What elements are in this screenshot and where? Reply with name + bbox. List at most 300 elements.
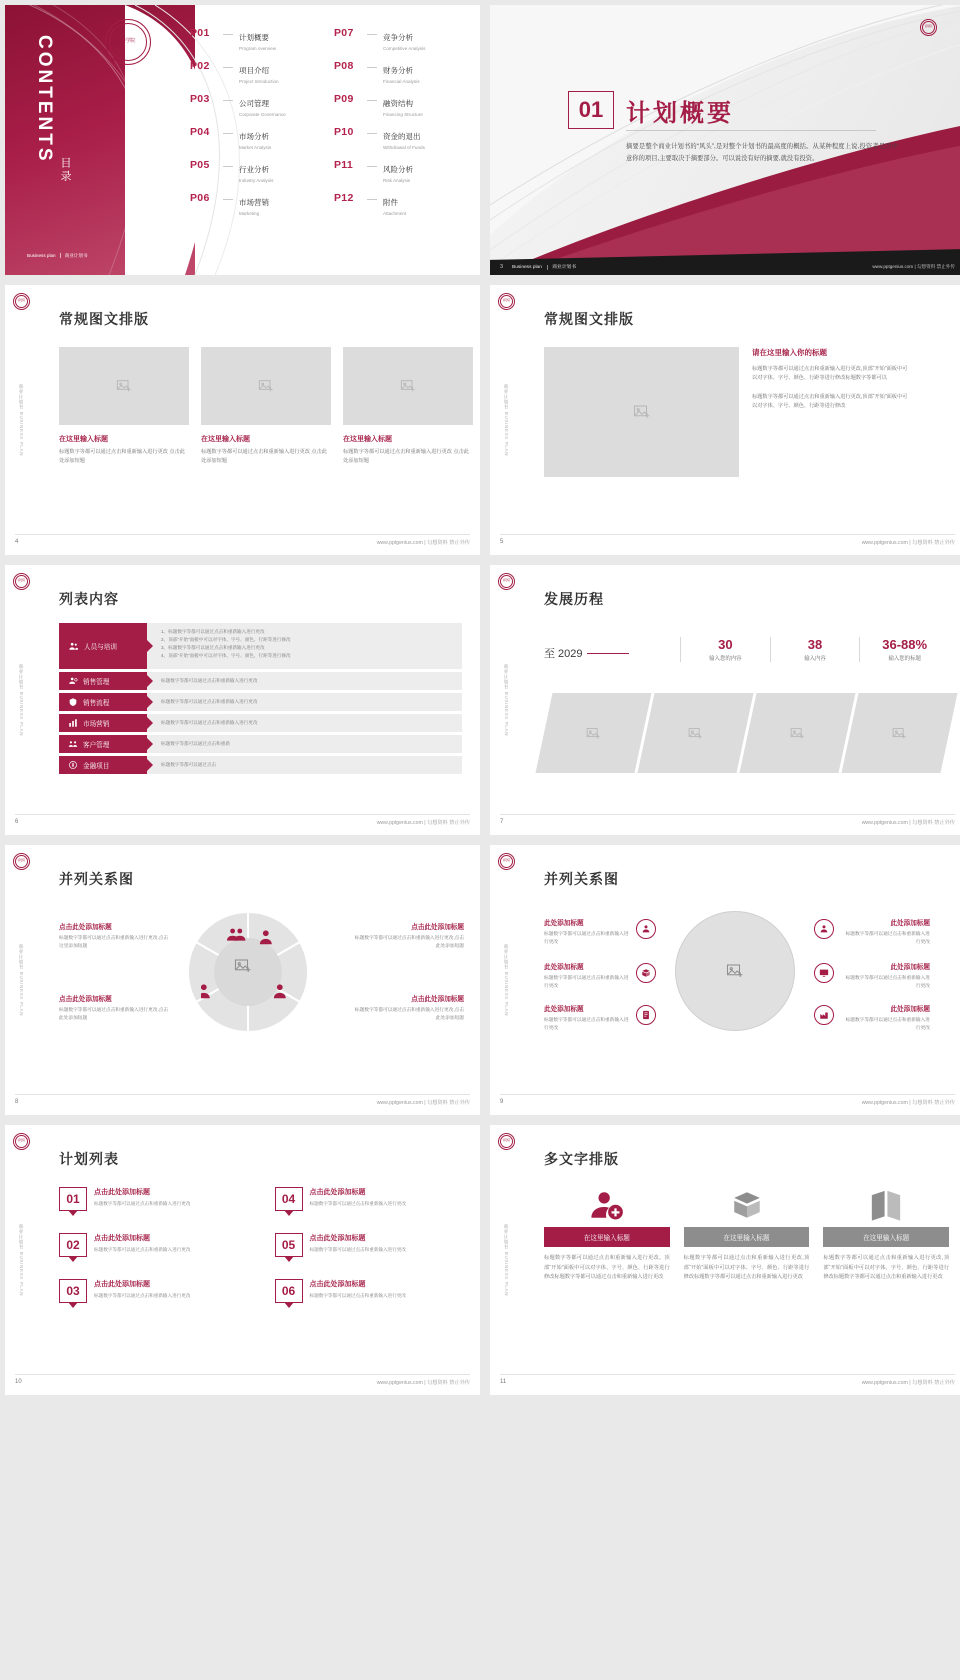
side-label-en: BUSINESS PLAN [503, 971, 509, 1017]
content-paragraph-1: 标题数字等都可以通过点击和重新输入进行更改,顶部“开始”面板中可以对字体、字号、颜色、行距等进行修改标题数字等都可以 [752, 366, 908, 382]
footer-right-text: www.pptgenius.com | 勾想资料 禁止外传 [861, 1379, 955, 1386]
toc-number: P08 [334, 60, 354, 72]
slide-multi-text [490, 1125, 960, 1395]
page-title: 计划列表 [59, 1151, 119, 1167]
stat-value: 30 [718, 637, 733, 652]
toc-item[interactable] [334, 126, 468, 150]
block-body: 标题数字等都可以通过点击和重新输入进行更改 [544, 1017, 629, 1030]
block-body: 标题数字等都可以通过点击和重新输入进行更改 [544, 975, 629, 988]
diagram-block [842, 1003, 930, 1032]
side-label-cn: 商业计划书 [18, 663, 24, 690]
plan-number: 04 [275, 1187, 303, 1211]
content-paragraph-2: 标题数字等都可以通过点击和重新输入进行更改,顶部“开始”面板中可以对字体、字号、颜色、行距等进行修改 [752, 394, 908, 410]
university-seal [13, 573, 30, 590]
donut-icons-2 [201, 973, 295, 1019]
page-number: 11 [500, 1379, 507, 1385]
page-number: 10 [15, 1379, 22, 1385]
seal-text: 商学院 [17, 579, 26, 583]
column-body: 标题数字等都可以通过点击和重新输入进行更改,顶部“开始”面板中可以对字体、字号、颜色、行距等进行修改标题数字等都可以通过点击和重新输入进行更改 [683, 1255, 810, 1281]
stat-label: 输入您的内容 [709, 656, 742, 662]
slide-parallel-diagram-circle [490, 845, 960, 1115]
side-label-en: BUSINESS PLAN [18, 691, 24, 737]
block-title: 点击此处添加标题 [411, 996, 464, 1003]
finance-icon [68, 760, 78, 770]
process-icon [68, 697, 78, 707]
toc-number: P11 [334, 159, 354, 171]
column-header: 在这里输入标题 [823, 1227, 949, 1247]
content-card [59, 347, 189, 466]
list-item-body: 标题数字等都可以通过点击 [147, 756, 462, 774]
side-label-cn: 商业计划书 [18, 943, 24, 970]
side-label [502, 664, 509, 736]
image-icon [688, 726, 703, 741]
stat-label: 输入您的标题 [888, 656, 921, 662]
block-title: 此处添加标题 [544, 964, 584, 971]
footer-right-text: www.pptgenius.com | 勾想资料 禁止外传 [861, 1099, 955, 1106]
list-item-tag [59, 714, 147, 732]
card-body: 标题数字等都可以通过点击和重新输入进行更改 点击此处添加短题 [201, 449, 327, 465]
university-seal [105, 19, 151, 65]
side-label [502, 1224, 509, 1296]
decor-wave-lines [490, 5, 960, 275]
page-number: 9 [500, 1099, 504, 1105]
side-label-cn: 商业计划书 [18, 383, 24, 410]
seal-text: 商学院 [502, 579, 511, 583]
side-label [502, 944, 509, 1016]
toc-divider [223, 199, 233, 200]
list-item[interactable] [59, 756, 462, 774]
university-seal [13, 1133, 30, 1150]
plan-body: 标题数字等都可以通过点击和重新输入进行更改 [94, 1201, 191, 1206]
block-body: 标题数字等都可以通过点击和重新输入进行更改 [845, 975, 930, 988]
table-of-contents [190, 27, 468, 216]
toc-number: P05 [190, 159, 210, 171]
toc-divider [367, 133, 377, 134]
toc-divider [223, 166, 233, 167]
plan-item[interactable] [275, 1187, 465, 1211]
toc-subtitle: Market Analysis [239, 145, 272, 150]
page-number: 5 [500, 539, 504, 545]
side-label [17, 664, 24, 736]
list-item-body [147, 623, 462, 669]
slide1-footer-brand [27, 253, 88, 259]
plan-number: 06 [275, 1279, 303, 1303]
list-line: 2、顶部“开始”面板中可以对字体、字号、颜色、行距等进行修改 [161, 637, 291, 643]
text-column [684, 1183, 810, 1283]
image-icon [892, 726, 907, 741]
slide-footer [5, 815, 480, 829]
footer-left-text [512, 263, 576, 270]
side-label-en: BUSINESS PLAN [503, 1251, 509, 1297]
side-label [502, 384, 509, 456]
toc-item[interactable] [334, 93, 468, 117]
slide-image-text-three [5, 285, 480, 555]
slide-footer [5, 1375, 480, 1389]
slide-image-text-single [490, 285, 960, 555]
plan-item[interactable] [275, 1279, 465, 1303]
contents-heading-en: CONTENTS [34, 35, 55, 164]
stat-block [680, 637, 770, 662]
slide-parallel-diagram-donut [5, 845, 480, 1115]
toc-item[interactable] [190, 93, 324, 117]
toc-title: 附件 [383, 198, 398, 207]
list-item-label: 客户管理 [83, 742, 110, 750]
monitor-icon[interactable] [814, 963, 834, 983]
toc-divider [367, 166, 377, 167]
toc-title: 资金的退出 [383, 132, 421, 141]
toc-item[interactable] [190, 159, 324, 183]
timeline-rule [587, 653, 629, 654]
slide-footer [490, 535, 960, 549]
side-label-cn: 商业计划书 [503, 1223, 509, 1250]
university-seal [498, 853, 515, 870]
stat-label: 输入内容 [804, 656, 826, 662]
toc-title: 融资结构 [383, 99, 413, 108]
block-body: 标题数字等都可以通过点击和重新输入进行更改 [845, 931, 930, 944]
toc-divider [223, 34, 233, 35]
seal-text: 商学院 [502, 859, 511, 863]
toc-subtitle: Industry Analysis [239, 178, 274, 183]
toc-number: P12 [334, 192, 354, 204]
list-item-body: 标题数字等都可以通过点击和重新输入进行更改 [147, 672, 462, 690]
diagram-block [354, 993, 464, 1022]
block-body: 标题数字等都可以通过点击和重新输入进行更改,点击这里添加短题 [59, 935, 169, 948]
toc-subtitle: Withdrawal of Funds [383, 145, 425, 150]
side-label-en: BUSINESS PLAN [18, 971, 24, 1017]
content-card [201, 347, 331, 466]
image-placeholder[interactable] [544, 347, 739, 477]
toc-item[interactable] [190, 192, 324, 216]
factory-icon[interactable] [814, 1005, 834, 1025]
diagram-block [842, 961, 930, 990]
list-item[interactable] [59, 623, 462, 669]
toc-divider [223, 67, 233, 68]
block-title: 此处添加标题 [544, 1006, 584, 1013]
list-item-body: 标题数字等都可以通过点击和重新 [147, 735, 462, 753]
toc-number: P03 [190, 93, 210, 105]
slide-footer [490, 1095, 960, 1109]
toc-item[interactable] [190, 27, 324, 51]
toc-divider [223, 100, 233, 101]
university-seal [13, 853, 30, 870]
page-title: 并列关系图 [59, 871, 134, 887]
diagram-block [842, 917, 930, 946]
footer-left-label: Business plan [512, 265, 542, 270]
card-title: 在这里输入标题 [201, 436, 250, 443]
toc-number: P09 [334, 93, 354, 105]
section-body-text: 摘要是整个商业计划书的“风头”,是对整个计划书的最高度的概括。从某种程度上说,投资者是否中意你的项目,主要取决于摘要部分。可以说没有好的摘要,就没有投资。 [626, 143, 898, 162]
column-body: 标题数字等都可以通过点击和重新输入进行更改,顶部“开始”面板中可以对字体、字号、颜色、行距等进行修改标题数字等都可以通过点击和重新输入进行更改 [823, 1255, 950, 1281]
plan-item[interactable] [59, 1187, 249, 1211]
toc-title: 竞争分析 [383, 33, 413, 42]
toc-item[interactable] [190, 126, 324, 150]
content-subtitle: 请在这里输入你的标题 [752, 348, 827, 357]
list-item-body: 标题数字等都可以通过点击和重新输入进行更改 [147, 714, 462, 732]
university-seal [498, 293, 515, 310]
side-label-cn: 商业计划书 [503, 383, 509, 410]
footer-right-text: www.pptgenius.com | 勾想资料 禁止外传 [376, 539, 470, 546]
donut-icons [201, 923, 295, 969]
image-icon [790, 726, 805, 741]
toc-subtitle: Financial Analysis [383, 79, 420, 84]
plan-body: 标题数字等都可以通过点击和重新输入进行更改 [94, 1293, 191, 1298]
diagram-block [544, 1003, 630, 1032]
block-title: 点击此处添加标题 [59, 996, 112, 1003]
book-icon [823, 1183, 949, 1227]
university-seal [498, 573, 515, 590]
people-icon [68, 641, 79, 652]
side-label-cn: 商业计划书 [503, 943, 509, 970]
page-title: 多文字排版 [544, 1151, 619, 1167]
list-item[interactable] [59, 714, 462, 732]
image-icon [726, 962, 744, 980]
slide-plan-list [5, 1125, 480, 1395]
plan-item[interactable] [59, 1233, 249, 1257]
list-item-label: 金融项目 [83, 763, 110, 771]
list-item[interactable] [59, 735, 462, 753]
diagram-block [59, 921, 169, 950]
footer-right-text: www.pptgenius.com | 勾想资料 禁止外传 [376, 819, 470, 826]
toc-item[interactable] [190, 60, 324, 84]
list-item-label: 销售流程 [83, 700, 110, 708]
toc-title: 风险分析 [383, 165, 413, 174]
image-placeholder[interactable] [739, 693, 855, 773]
plan-title: 点击此处添加标题 [94, 1281, 150, 1288]
slide-footer [490, 1375, 960, 1389]
footer-right-text: www.pptgenius.com | 勾想资料 禁止外传 [376, 1099, 470, 1106]
stat-block [859, 637, 949, 662]
text-column [544, 1183, 670, 1283]
list-item-tag [59, 693, 147, 711]
toc-divider [367, 67, 377, 68]
list-item-label: 人员与培训 [84, 644, 117, 651]
plan-number: 05 [275, 1233, 303, 1257]
diagram-block [544, 917, 630, 946]
page-number: 7 [500, 819, 504, 825]
side-label-en: BUSINESS PLAN [18, 1251, 24, 1297]
slide-footer [490, 815, 960, 829]
seal-text: 商学院 [502, 299, 511, 303]
user-icon[interactable] [636, 919, 656, 939]
toc-item[interactable] [334, 192, 468, 216]
user-add-icon [544, 1183, 670, 1227]
toc-subtitle: Financing Structure [383, 112, 423, 117]
list-line: 1、标题数字等都可以通过点击和重新输入进行更改 [161, 629, 265, 634]
plan-number: 01 [59, 1187, 87, 1211]
side-label [17, 384, 24, 456]
toc-number: P01 [190, 27, 210, 39]
page-number: 8 [15, 1099, 19, 1105]
section-title: 计划概要 [626, 100, 734, 127]
text-column [823, 1183, 949, 1283]
image-placeholder[interactable] [841, 693, 957, 773]
university-seal [498, 1133, 515, 1150]
block-body: 标题数字等都可以通过点击和重新输入进行更改,点击此处添加短题 [59, 1007, 169, 1020]
list-line: 3、标题数字等都可以通过点击和重新输入进行更改 [161, 645, 265, 651]
toc-title: 市场分析 [239, 132, 269, 141]
user-profile-icon[interactable] [814, 919, 834, 939]
image-placeholder[interactable] [59, 347, 189, 425]
box-icon [684, 1183, 810, 1227]
page-number: 4 [15, 539, 19, 545]
plan-body: 标题数字等都可以通过点击和重新输入进行更改 [94, 1247, 191, 1252]
toc-title: 市场营销 [239, 198, 269, 207]
page-title: 常规图文排版 [59, 311, 149, 327]
side-label-cn: 商业计划书 [503, 663, 509, 690]
toc-number: P02 [190, 60, 210, 72]
block-body: 标题数字等都可以通过点击和重新输入进行更改,点击此处添加短题 [354, 935, 464, 948]
plan-number: 02 [59, 1233, 87, 1257]
toc-number: P07 [334, 27, 354, 39]
list-item-tag [59, 623, 147, 669]
page-title: 发展历程 [544, 591, 604, 607]
toc-subtitle: Competitive Analysis [383, 46, 426, 51]
stat-value: 36-88% [882, 637, 928, 652]
diagram-block [544, 961, 630, 990]
sales-icon [68, 676, 78, 686]
toc-subtitle: Project Introduction [239, 79, 279, 84]
timeline-year: 至 2029 [544, 648, 583, 660]
toc-item[interactable] [334, 159, 468, 183]
document-icon[interactable] [636, 1005, 656, 1025]
customer-icon [68, 739, 78, 749]
center-image-placeholder[interactable] [675, 911, 795, 1031]
toc-subtitle: Attachment [383, 211, 407, 216]
diagram-block [354, 921, 464, 950]
plan-body: 标题数字等都可以通过点击和重新输入进行更改 [309, 1247, 406, 1252]
block-title: 此处添加标题 [890, 1006, 930, 1013]
image-icon [116, 378, 132, 394]
plan-title: 点击此处添加标题 [309, 1189, 366, 1196]
slide-footer [5, 535, 480, 549]
seal-text: 商学院 [502, 1139, 511, 1143]
footer-right-text: www.pptgenius.com | 勾想资料 禁止外传 [861, 819, 955, 826]
block-title: 此处添加标题 [890, 964, 930, 971]
seal-text: 商学院 [17, 299, 26, 303]
side-label-en: BUSINESS PLAN [503, 411, 509, 457]
page-title: 列表内容 [59, 591, 119, 607]
block-body: 标题数字等都可以通过点击和重新输入进行更改 [845, 1017, 930, 1030]
image-icon [400, 378, 416, 394]
toc-number: P10 [334, 126, 354, 138]
seal-text: 商学院 [17, 859, 26, 863]
toc-title: 项目介绍 [239, 66, 269, 75]
plan-body: 标题数字等都可以通过点击和重新输入进行更改 [309, 1201, 406, 1206]
column-header: 在这里输入标题 [684, 1227, 810, 1247]
card-body: 标题数字等都可以通过点击和重新输入进行更改 点击此处添加短题 [59, 449, 185, 465]
list-line: 4、顶部“开始”面板中可以对字体、字号、颜色、行距等进行修改 [161, 653, 291, 659]
toc-title: 财务分析 [383, 66, 413, 75]
toc-divider [367, 34, 377, 35]
plan-title: 点击此处添加标题 [309, 1235, 366, 1242]
plan-body: 标题数字等都可以通过点击和重新输入进行更改 [309, 1293, 406, 1298]
university-seal [920, 19, 937, 36]
diagram-block [59, 993, 169, 1022]
toc-subtitle: Marketing [239, 211, 260, 216]
contents-heading-cn: 目录 [59, 157, 71, 183]
image-icon [633, 403, 651, 421]
seal-text: 商学院 [17, 1139, 26, 1143]
side-label [17, 1224, 24, 1296]
list-item[interactable] [59, 693, 462, 711]
page-number: 3 [500, 264, 504, 270]
image-placeholder[interactable] [343, 347, 473, 425]
toc-subtitle: Risk Analysis [383, 178, 411, 183]
column-header: 在这里输入标题 [544, 1227, 670, 1247]
plan-title: 点击此处添加标题 [94, 1189, 150, 1196]
list-item-tag [59, 756, 147, 774]
footer-left-bold: 商业计划书 [60, 253, 88, 258]
footer-left-bold: 商业计划书 [547, 265, 576, 270]
image-icon [586, 726, 601, 741]
title-divider [626, 130, 876, 131]
list-item-label: 市场营销 [83, 721, 110, 729]
plan-item[interactable] [59, 1279, 249, 1303]
toc-divider [367, 100, 377, 101]
footer-right-text: www.pptgenius.com | 勾想资料 禁止外传 [376, 1379, 470, 1386]
page-title: 并列关系图 [544, 871, 619, 887]
block-body: 标题数字等都可以通过点击和重新输入进行更改,点击此处添加短题 [354, 1007, 464, 1020]
image-placeholder[interactable] [201, 347, 331, 425]
toc-title: 行业分析 [239, 165, 269, 174]
slide-footer [5, 1095, 480, 1109]
plan-item[interactable] [275, 1233, 465, 1257]
list-item-tag [59, 672, 147, 690]
toc-number: P04 [190, 126, 210, 138]
footer-right-text: www.pptgenius.com | 勾想资料 禁止外传 [872, 264, 955, 269]
toc-divider [367, 199, 377, 200]
page-title: 常规图文排版 [544, 311, 634, 327]
slide-timeline [490, 565, 960, 835]
footer-right-text: www.pptgenius.com | 勾想资料 禁止外传 [861, 539, 955, 546]
slide-section-title [490, 5, 960, 275]
image-icon [258, 378, 274, 394]
side-label-en: BUSINESS PLAN [503, 691, 509, 737]
toc-number: P06 [190, 192, 210, 204]
list-item[interactable] [59, 672, 462, 690]
side-label-en: BUSINESS PLAN [18, 411, 24, 457]
stat-block [770, 637, 860, 662]
stat-value: 38 [807, 637, 823, 652]
toc-item[interactable] [334, 27, 468, 51]
block-title: 此处添加标题 [544, 920, 584, 927]
card-body: 标题数字等都可以通过点击和重新输入进行更改 点击此处添加短题 [343, 449, 469, 465]
toc-subtitle: Corporate Governance [239, 112, 286, 117]
plan-number: 03 [59, 1279, 87, 1303]
column-body: 标题数字等都可以通过点击和重新输入进行更改。顶部“开始”面板中可以对字体、字号、颜色、行距等进行修改标题数字等都可以通过点击和重新输入进行更改 [544, 1255, 670, 1281]
slide-list-content [5, 565, 480, 835]
card-title: 在这里输入标题 [343, 436, 392, 443]
seal-text: 商学院 [924, 25, 933, 29]
seal-text: 商学院 [120, 38, 136, 45]
slide-contents [5, 5, 480, 275]
card-title: 在这里输入标题 [59, 436, 108, 443]
toc-item[interactable] [334, 60, 468, 84]
block-title: 此处添加标题 [890, 920, 930, 927]
box-icon[interactable] [636, 963, 656, 983]
plan-title: 点击此处添加标题 [94, 1235, 150, 1242]
image-placeholder[interactable] [535, 693, 651, 773]
toc-subtitle: Program overview [239, 46, 277, 51]
block-body: 标题数字等都可以通过点击和重新输入进行更改 [544, 931, 629, 944]
toc-title: 公司管理 [239, 99, 269, 108]
side-label [17, 944, 24, 1016]
plan-title: 点击此处添加标题 [309, 1281, 366, 1288]
image-placeholder[interactable] [637, 693, 753, 773]
footer-left-text: Business plan [27, 253, 56, 258]
block-title: 点击此处添加标题 [59, 924, 112, 931]
university-seal [13, 293, 30, 310]
